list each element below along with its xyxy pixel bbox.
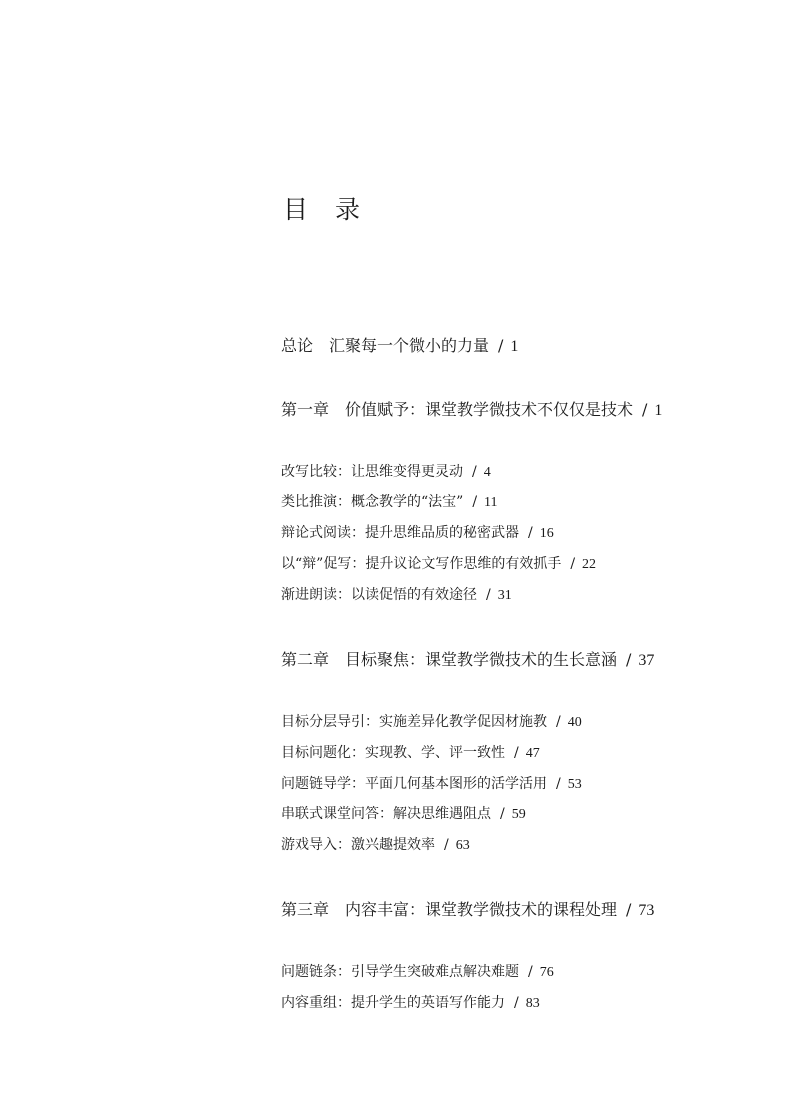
toc-section-entry[interactable]	[281, 585, 512, 606]
page-separator: /	[444, 837, 449, 853]
toc-section-title: 目标分层导引：实施差异化教学促因材施教	[281, 714, 547, 730]
toc-section-page: 83	[525, 996, 540, 1011]
toc-section-page: 76	[539, 965, 554, 980]
page-separator: /	[642, 400, 648, 419]
toc-section-page: 53	[567, 777, 582, 792]
toc-section-page: 31	[497, 588, 512, 603]
page-separator: /	[514, 995, 519, 1011]
toc-chapter-1-entry[interactable]	[281, 398, 662, 423]
toc-section-page: 11	[484, 495, 498, 510]
toc-chapter-2-title: 目标聚焦：课堂教学微技术的生长意涵	[345, 650, 618, 669]
toc-section-title: 改写比较：让思维变得更灵动	[281, 464, 463, 480]
title-char-1: 目	[283, 195, 310, 224]
toc-chapter-1-title: 价值赋予：课堂教学微技术不仅仅是技术	[345, 400, 634, 419]
toc-section-title: 目标问题化：实现教、学、评一致性	[281, 745, 505, 761]
toc-section-title: 类比推演：概念教学的“法宝”	[281, 494, 464, 510]
page-title	[283, 190, 361, 230]
toc-section-page: 40	[567, 715, 582, 730]
toc-section-page: 22	[582, 557, 597, 572]
page-separator: /	[500, 806, 505, 822]
toc-section-title: 问题链导学：平面几何基本图形的活学活用	[281, 776, 547, 792]
toc-chapter-3-entry[interactable]	[281, 898, 654, 923]
toc-chapter-1-label: 第一章	[281, 400, 330, 419]
toc-section-title: 渐进朗读：以读促悟的有效途径	[281, 587, 477, 603]
toc-section-title: 以“辩”促写：提升议论文写作思维的有效抓手	[281, 556, 562, 572]
title-char-2: 录	[335, 195, 362, 224]
page-separator: /	[528, 525, 533, 541]
page-separator: /	[626, 650, 632, 669]
toc-chapter-1-page: 1	[654, 402, 663, 419]
toc-section-title: 内容重组：提升学生的英语写作能力	[281, 995, 505, 1011]
toc-section-entry[interactable]	[281, 743, 540, 764]
page-separator: /	[472, 464, 477, 480]
page-separator: /	[514, 745, 519, 761]
toc-section-entry[interactable]	[281, 523, 554, 544]
toc-section-entry[interactable]	[281, 804, 526, 825]
toc-section-entry[interactable]	[281, 993, 540, 1014]
toc-section-entry[interactable]	[281, 774, 582, 795]
toc-chapter-3-page: 73	[638, 902, 655, 919]
toc-section-title: 串联式课堂问答：解决思维遇阻点	[281, 806, 491, 822]
toc-chapter-2-entry[interactable]	[281, 648, 654, 673]
page-separator: /	[528, 964, 533, 980]
toc-section-page: 47	[525, 746, 540, 761]
page-separator: /	[626, 900, 632, 919]
toc-section-entry[interactable]	[281, 712, 582, 733]
page-separator: /	[472, 494, 478, 510]
page-separator: /	[556, 776, 561, 792]
toc-section-entry[interactable]	[281, 462, 491, 483]
toc-intro-page: 1	[510, 338, 519, 355]
toc-chapter-2-page: 37	[638, 652, 655, 669]
toc-chapter-3-label: 第三章	[281, 900, 330, 919]
toc-chapter-2-label: 第二章	[281, 650, 330, 669]
toc-section-title: 问题链条：引导学生突破难点解决难题	[281, 964, 519, 980]
page-separator: /	[556, 714, 561, 730]
toc-chapter-3-title: 内容丰富：课堂教学微技术的课程处理	[345, 900, 618, 919]
page-separator: /	[570, 556, 576, 572]
toc-section-page: 63	[455, 838, 470, 853]
toc-section-title: 游戏导入：激兴趣提效率	[281, 837, 435, 853]
toc-section-title: 辩论式阅读：提升思维品质的秘密武器	[281, 525, 519, 541]
toc-section-page: 4	[483, 465, 491, 480]
toc-section-entry[interactable]	[281, 554, 596, 575]
toc-section-entry[interactable]	[281, 492, 498, 513]
toc-intro-entry[interactable]	[281, 334, 518, 359]
toc-section-entry[interactable]	[281, 962, 554, 983]
toc-section-entry[interactable]	[281, 835, 470, 856]
page-separator: /	[498, 336, 504, 355]
toc-intro-title: 汇聚每一个微小的力量	[329, 336, 490, 355]
page-separator: /	[486, 587, 491, 603]
toc-section-page: 59	[511, 807, 526, 822]
toc-intro-label: 总论	[281, 336, 314, 355]
toc-section-page: 16	[539, 526, 554, 541]
